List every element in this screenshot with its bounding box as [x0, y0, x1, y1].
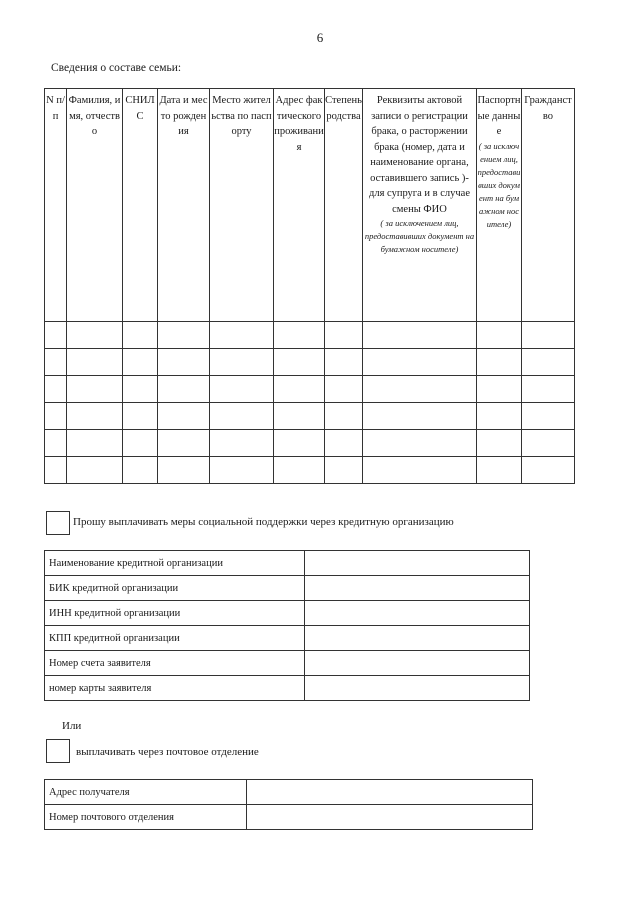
page-number: 6 — [316, 30, 324, 45]
bank-row — [45, 676, 530, 701]
family-table-cell[interactable] — [363, 322, 477, 349]
or-label: Или — [62, 720, 82, 732]
family-table-cell[interactable] — [274, 322, 325, 349]
bank-field-label: КПП кредитной организации — [45, 626, 305, 651]
family-table-row — [45, 349, 575, 376]
post-details-table — [44, 779, 533, 830]
family-table-cell[interactable] — [325, 322, 363, 349]
bank-field-label: Номер счета заявителя — [45, 651, 305, 676]
bank-field-label: Наименование кредитной организации — [45, 551, 305, 576]
post-field-value[interactable] — [247, 780, 533, 805]
bank-option-checkbox[interactable] — [46, 511, 70, 535]
family-table-cell[interactable] — [123, 457, 158, 484]
post-row — [45, 805, 533, 830]
post-field-label: Номер почтового отделения — [45, 805, 247, 830]
family-table-row — [45, 322, 575, 349]
bank-field-label: номер карты заявителя — [45, 676, 305, 701]
bank-row — [45, 551, 530, 576]
family-table-cell[interactable] — [158, 322, 210, 349]
col-header-passport: Паспортные данные ( за исключением лиц, предоставивших документ на бумажном носителе) — [477, 89, 522, 322]
family-table-cell[interactable] — [45, 403, 67, 430]
bank-row — [45, 601, 530, 626]
family-table-cell[interactable] — [477, 322, 522, 349]
family-table-cell[interactable] — [477, 349, 522, 376]
post-option-label: выплачивать через почтовое отделение — [76, 746, 259, 758]
bank-field-value[interactable] — [305, 626, 530, 651]
bank-row — [45, 651, 530, 676]
family-table-cell[interactable] — [363, 376, 477, 403]
family-composition-table — [44, 88, 575, 484]
col-header-number: N п/п — [45, 89, 67, 322]
family-table-cell[interactable] — [325, 457, 363, 484]
col-header-actual-address: Адрес фактического проживания — [274, 89, 325, 322]
family-table-cell[interactable] — [325, 349, 363, 376]
col-header-relationship: Степень родства — [325, 89, 363, 322]
family-table-row — [45, 376, 575, 403]
family-table-row — [45, 403, 575, 430]
family-table-cell[interactable] — [123, 349, 158, 376]
bank-field-value[interactable] — [305, 651, 530, 676]
family-table-cell[interactable] — [123, 376, 158, 403]
bank-field-value[interactable] — [305, 576, 530, 601]
post-field-label: Адрес получателя — [45, 780, 247, 805]
bank-field-label: БИК кредитной организации — [45, 576, 305, 601]
family-table-cell[interactable] — [67, 376, 123, 403]
col-header-full-name: Фамилия, имя, отчество — [67, 89, 123, 322]
bank-field-label: ИНН кредитной организации — [45, 601, 305, 626]
family-table-cell[interactable] — [67, 322, 123, 349]
col-header-citizenship: Гражданство — [522, 89, 575, 322]
family-table-cell[interactable] — [123, 322, 158, 349]
post-field-value[interactable] — [247, 805, 533, 830]
family-table-cell[interactable] — [274, 430, 325, 457]
family-table-cell[interactable] — [158, 349, 210, 376]
family-table-cell[interactable] — [45, 457, 67, 484]
family-table-row — [45, 430, 575, 457]
family-table-cell[interactable] — [274, 349, 325, 376]
bank-option-label: Прошу выплачивать меры социальной поддержки через кредитную организацию — [73, 516, 454, 528]
family-table-cell[interactable] — [210, 349, 274, 376]
family-table-cell[interactable] — [325, 376, 363, 403]
family-table-cell[interactable] — [522, 403, 575, 430]
family-table-cell[interactable] — [363, 403, 477, 430]
family-table-cell[interactable] — [363, 457, 477, 484]
family-table-cell[interactable] — [210, 457, 274, 484]
family-table-cell[interactable] — [158, 403, 210, 430]
family-table-cell[interactable] — [363, 430, 477, 457]
family-table-cell[interactable] — [210, 322, 274, 349]
family-table-cell[interactable] — [45, 430, 67, 457]
family-table-cell[interactable] — [477, 403, 522, 430]
family-table-cell[interactable] — [274, 457, 325, 484]
post-option-checkbox[interactable] — [46, 739, 70, 763]
bank-row — [45, 576, 530, 601]
family-table-cell[interactable] — [67, 349, 123, 376]
family-table-cell[interactable] — [477, 457, 522, 484]
family-table-cell[interactable] — [67, 403, 123, 430]
family-table-cell[interactable] — [363, 349, 477, 376]
col-header-registered-address: Место жительства по паспорту — [210, 89, 274, 322]
family-table-cell[interactable] — [210, 376, 274, 403]
family-table-cell[interactable] — [325, 403, 363, 430]
family-table-cell[interactable] — [522, 376, 575, 403]
family-table-cell[interactable] — [522, 457, 575, 484]
family-table-body — [45, 322, 575, 484]
col-header-marriage-record: Реквизиты актовой записи о регистрации брака, о расторжении брака (номер, дата и наименование органа, оставившего запись )-для супруга и в случае смены ФИО ( за исключением лиц, предоставивших документ на бумажном носителе) — [363, 89, 477, 322]
col-header-birth: Дата и место рождения — [158, 89, 210, 322]
family-table-row — [45, 457, 575, 484]
family-table-cell[interactable] — [522, 349, 575, 376]
family-table-cell[interactable] — [67, 457, 123, 484]
family-section-title: Сведения о составе семьи: — [51, 62, 182, 74]
family-table-cell[interactable] — [158, 376, 210, 403]
family-table-cell[interactable] — [274, 403, 325, 430]
family-table-cell[interactable] — [123, 430, 158, 457]
family-table-cell[interactable] — [45, 322, 67, 349]
family-table-cell[interactable] — [477, 430, 522, 457]
family-table-cell[interactable] — [158, 430, 210, 457]
bank-field-value[interactable] — [305, 676, 530, 701]
post-row — [45, 780, 533, 805]
family-table-cell[interactable] — [522, 430, 575, 457]
bank-field-value[interactable] — [305, 601, 530, 626]
family-table-cell[interactable] — [274, 376, 325, 403]
family-table-cell[interactable] — [45, 349, 67, 376]
family-table-cell[interactable] — [477, 376, 522, 403]
col-header-snils: СНИЛС — [123, 89, 158, 322]
family-table-cell[interactable] — [210, 403, 274, 430]
bank-details-table — [44, 550, 530, 701]
family-table-cell[interactable] — [123, 403, 158, 430]
family-table-header-row — [45, 89, 575, 322]
family-table-cell[interactable] — [522, 322, 575, 349]
family-table-cell[interactable] — [67, 430, 123, 457]
bank-field-value[interactable] — [305, 551, 530, 576]
bank-row — [45, 626, 530, 651]
family-table-cell[interactable] — [325, 430, 363, 457]
family-table-cell[interactable] — [45, 376, 67, 403]
family-table-cell[interactable] — [210, 430, 274, 457]
family-table-cell[interactable] — [158, 457, 210, 484]
